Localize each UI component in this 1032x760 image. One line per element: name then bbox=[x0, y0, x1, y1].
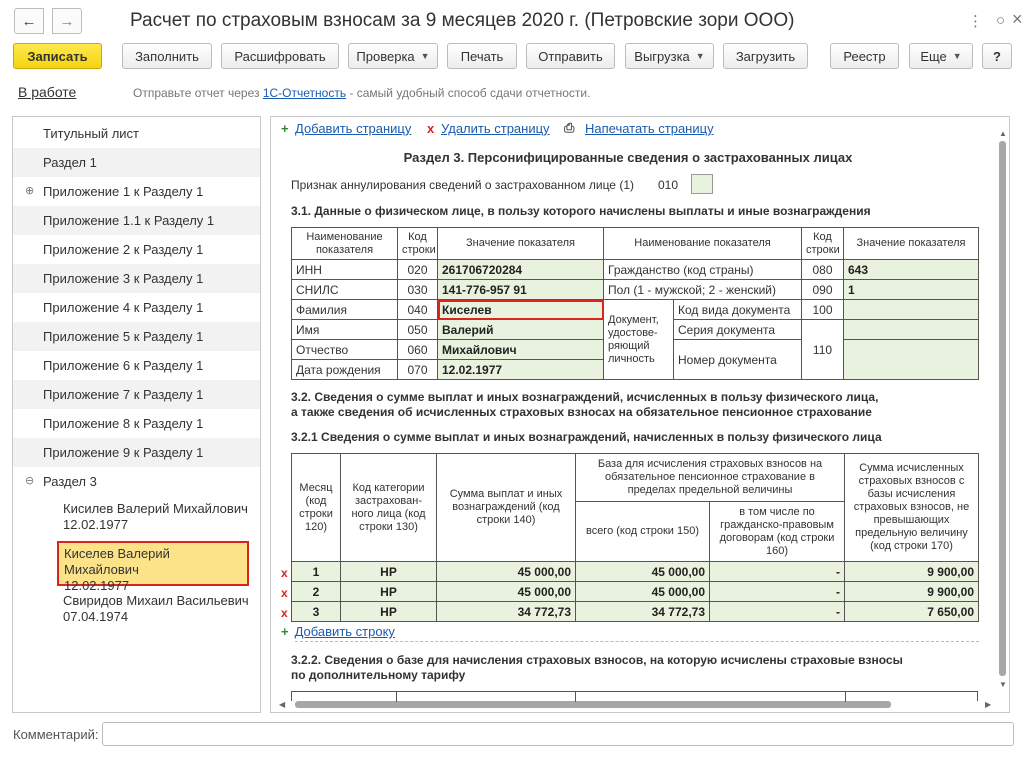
table-row bbox=[292, 602, 979, 622]
snils-field[interactable]: 141-776-957 91 bbox=[438, 280, 604, 300]
field-name: СНИЛС bbox=[292, 280, 398, 300]
scroll-thumb[interactable] bbox=[999, 141, 1006, 676]
heading-3-2 bbox=[291, 390, 878, 420]
col-header: Сумма выплат и иных вознаграждений (код строки 140) bbox=[437, 454, 576, 562]
base-cell[interactable]: 45 000,00 bbox=[576, 582, 710, 602]
check-button[interactable] bbox=[348, 43, 438, 69]
tree-item-label: Раздел 1 bbox=[43, 155, 97, 170]
sum-cell[interactable]: 45 000,00 bbox=[437, 582, 576, 602]
status-link[interactable]: В работе bbox=[18, 84, 77, 100]
col-header: Месяц (код строки 120) bbox=[292, 454, 341, 562]
fill-button[interactable]: Заполнить bbox=[122, 43, 212, 69]
month-cell[interactable]: 3 bbox=[292, 602, 341, 622]
civil-cell[interactable]: - bbox=[710, 562, 845, 582]
title-bar bbox=[0, 0, 1032, 42]
heading-3-2-2 bbox=[291, 653, 903, 683]
send-button[interactable]: Отправить bbox=[526, 43, 615, 69]
section-title: Раздел 3. Персонифицированные сведения о застрахованных лицах bbox=[403, 150, 853, 165]
inn-field[interactable]: 261706720284 bbox=[438, 260, 604, 280]
tree-item-label: Приложение 5 к Разделу 1 bbox=[43, 329, 204, 344]
field-code: 020 bbox=[398, 260, 438, 280]
scroll-left-icon[interactable]: ◀ bbox=[279, 700, 286, 709]
person-date: 12.02.1977 bbox=[63, 517, 129, 532]
civil-cell[interactable]: - bbox=[710, 582, 845, 602]
tree-item-label: Приложение 6 к Разделу 1 bbox=[43, 358, 204, 373]
field-code: 100 bbox=[802, 300, 844, 320]
add-icon: + bbox=[281, 121, 289, 136]
tree-item[interactable] bbox=[13, 235, 260, 264]
tree-item[interactable] bbox=[13, 409, 260, 438]
payments-table bbox=[291, 453, 979, 622]
first-name-field[interactable]: Валерий bbox=[438, 320, 604, 340]
field-name: Пол (1 - мужской; 2 - женский) bbox=[604, 280, 802, 300]
field-code: 080 bbox=[802, 260, 844, 280]
status-line bbox=[18, 84, 591, 100]
close-icon[interactable]: × bbox=[1012, 9, 1023, 29]
more-label: Еще bbox=[920, 48, 947, 64]
category-cell[interactable]: НР bbox=[341, 602, 437, 622]
window-menu-icon[interactable]: ○ bbox=[996, 12, 1006, 29]
tree-item-label: Приложение 9 к Разделу 1 bbox=[43, 445, 204, 460]
report-form bbox=[270, 116, 1010, 713]
comment-input[interactable] bbox=[102, 722, 1014, 746]
person-name: Кисилев Валерий Михайлович bbox=[63, 501, 248, 516]
person-data-table bbox=[291, 227, 979, 380]
category-cell[interactable]: НР bbox=[341, 562, 437, 582]
tree-item-label: Приложение 1.1 к Разделу 1 bbox=[43, 213, 215, 228]
status-message bbox=[133, 86, 590, 100]
section-tree bbox=[12, 116, 261, 713]
expand-icon[interactable]: ⊕ bbox=[25, 185, 35, 197]
heading-3-2-1: 3.2.1 Сведения о сумме выплат и иных вознаграждений, начисленных в пользу физического лица bbox=[291, 430, 882, 444]
tree-item[interactable] bbox=[13, 438, 260, 467]
month-cell[interactable]: 1 bbox=[292, 562, 341, 582]
field-code: 050 bbox=[398, 320, 438, 340]
next-table-edge bbox=[291, 691, 978, 701]
field-name: Серия документа bbox=[674, 320, 802, 340]
doc-number-field[interactable] bbox=[844, 340, 979, 380]
export-button[interactable] bbox=[625, 43, 714, 69]
scroll-thumb[interactable] bbox=[295, 701, 891, 708]
tree-person-item[interactable] bbox=[63, 501, 253, 533]
help-button[interactable]: ? bbox=[982, 43, 1012, 69]
dropdown-caret-icon: ▼ bbox=[420, 51, 430, 61]
table-row bbox=[292, 582, 979, 602]
more-menu-icon[interactable]: ⋮ bbox=[968, 13, 983, 30]
tree-item[interactable] bbox=[13, 206, 260, 235]
add-icon: + bbox=[281, 624, 289, 639]
comment-label: Комментарий: bbox=[13, 727, 99, 742]
doc-group-label: Документ, удостове-ряющий личность bbox=[604, 300, 674, 380]
scroll-right-icon[interactable]: ▶ bbox=[985, 700, 992, 709]
field-name: Дата рождения bbox=[292, 360, 398, 380]
registry-button[interactable]: Реестр bbox=[830, 43, 899, 69]
print-button[interactable]: Печать bbox=[447, 43, 517, 69]
civil-cell[interactable]: - bbox=[710, 602, 845, 622]
col-header: База для исчисления страховых взносов на обязательное пенсионное страхование в пределах предельной величины bbox=[576, 454, 845, 502]
horizontal-scrollbar[interactable] bbox=[279, 700, 995, 709]
tree-item-label: Титульный лист bbox=[43, 126, 140, 141]
vertical-scrollbar[interactable] bbox=[998, 131, 1007, 701]
surname-field[interactable]: Киселев bbox=[438, 300, 604, 320]
col-header: Наименование показателя bbox=[604, 228, 802, 260]
contrib-cell[interactable]: 9 900,00 bbox=[845, 582, 979, 602]
heading-line: а также сведения об исчисленных страховых взносах на обязательное пенсионное страхование bbox=[291, 405, 872, 419]
col-header: Наименование показателя bbox=[292, 228, 398, 260]
patronymic-field[interactable]: Михайлович bbox=[438, 340, 604, 360]
status-msg-before: Отправьте отчет через bbox=[133, 86, 263, 100]
tree-item-label: Раздел 3 bbox=[43, 474, 97, 489]
tree-item-label: Приложение 4 к Разделу 1 bbox=[43, 300, 204, 315]
add-row-link[interactable]: Добавить строку bbox=[294, 624, 395, 639]
person-date: 07.04.1974 bbox=[63, 609, 129, 624]
tree-item[interactable] bbox=[13, 467, 260, 496]
tree-item[interactable] bbox=[13, 177, 260, 206]
tree-item[interactable] bbox=[13, 148, 260, 177]
base-cell[interactable]: 34 772,73 bbox=[576, 602, 710, 622]
col-header: Код строки bbox=[802, 228, 844, 260]
delete-row-icon[interactable]: x bbox=[281, 586, 288, 600]
field-code: 070 bbox=[398, 360, 438, 380]
tree-item[interactable] bbox=[13, 322, 260, 351]
dropdown-caret-icon: ▼ bbox=[695, 51, 705, 61]
field-name: Гражданство (код страны) bbox=[604, 260, 802, 280]
month-cell[interactable]: 2 bbox=[292, 582, 341, 602]
tree-item-label: Приложение 3 к Разделу 1 bbox=[43, 271, 204, 286]
doc-type-field[interactable] bbox=[844, 300, 979, 320]
heading-line: 3.2. Сведения о сумме выплат и иных вознаграждений, исчисленных в пользу физического лица, bbox=[291, 390, 879, 404]
contrib-cell[interactable]: 7 650,00 bbox=[845, 602, 979, 622]
arrow-right-icon: → bbox=[59, 12, 75, 30]
birth-date-field[interactable]: 12.02.1977 bbox=[438, 360, 604, 380]
tree-person-item-selected[interactable] bbox=[57, 541, 249, 593]
status-msg-after: - самый удобный способ сдачи отчетности. bbox=[346, 86, 591, 100]
divider bbox=[396, 692, 397, 702]
person-name: Свиридов Михаил Васильевич bbox=[63, 593, 249, 608]
field-name: Отчество bbox=[292, 340, 398, 360]
tree-item[interactable] bbox=[13, 351, 260, 380]
delete-page-link[interactable]: Удалить страницу bbox=[441, 121, 550, 136]
decode-button[interactable]: Расшифровать bbox=[221, 43, 339, 69]
col-header: всего (код строки 150) bbox=[576, 502, 710, 562]
field-name: Код вида документа bbox=[674, 300, 802, 320]
import-button[interactable]: Загрузить bbox=[723, 43, 808, 69]
tree-item-label: Приложение 1 к Разделу 1 bbox=[43, 184, 204, 199]
field-name: Номер документа bbox=[674, 340, 802, 380]
export-label: Выгрузка bbox=[634, 48, 690, 64]
heading-line: по дополнительному тарифу bbox=[291, 668, 466, 682]
base-cell[interactable]: 45 000,00 bbox=[576, 562, 710, 582]
field-code: 030 bbox=[398, 280, 438, 300]
tree-item-label: Приложение 7 к Разделу 1 bbox=[43, 387, 204, 402]
field-code: 060 bbox=[398, 340, 438, 360]
table-row bbox=[292, 562, 979, 582]
heading-line: 3.2.2. Сведения о базе для начисления страховых взносов, на которую исчислены страховые взносы bbox=[291, 653, 903, 667]
forward-button[interactable] bbox=[52, 8, 82, 34]
doc-series-field[interactable] bbox=[844, 320, 979, 340]
delete-icon: x bbox=[427, 121, 435, 136]
tree-item-label: Приложение 8 к Разделу 1 bbox=[43, 416, 204, 431]
col-header: Код категории застрахован-ного лица (код строки 130) bbox=[341, 454, 437, 562]
sum-cell[interactable]: 45 000,00 bbox=[437, 562, 576, 582]
tree-item[interactable] bbox=[13, 293, 260, 322]
print-page-link[interactable]: Напечатать страницу bbox=[585, 121, 714, 136]
divider bbox=[295, 641, 979, 642]
field-code: 090 bbox=[802, 280, 844, 300]
field-name: Фамилия bbox=[292, 300, 398, 320]
contrib-cell[interactable]: 9 900,00 bbox=[845, 562, 979, 582]
add-row[interactable] bbox=[281, 624, 395, 639]
heading-3-1: 3.1. Данные о физическом лице, в пользу которого начислены выплаты и иные вознаграждения bbox=[291, 204, 871, 218]
col-header: Значение показателя bbox=[844, 228, 979, 260]
printer-icon: ⎙ bbox=[564, 120, 575, 135]
field-name: ИНН bbox=[292, 260, 398, 280]
gender-field[interactable]: 1 bbox=[844, 280, 979, 300]
collapse-icon[interactable]: ⊖ bbox=[25, 475, 35, 487]
arrow-left-icon: ← bbox=[21, 12, 37, 30]
citizenship-field[interactable]: 643 bbox=[844, 260, 979, 280]
save-button[interactable]: Записать bbox=[13, 43, 102, 69]
tree-item[interactable] bbox=[13, 380, 260, 409]
scroll-up-icon[interactable]: ▲ bbox=[999, 129, 1007, 138]
col-header: Код строки bbox=[398, 228, 438, 260]
dropdown-caret-icon: ▼ bbox=[952, 51, 962, 61]
field-name: Имя bbox=[292, 320, 398, 340]
field-code: 110 bbox=[802, 320, 844, 380]
add-page-link[interactable]: Добавить страницу bbox=[295, 121, 412, 136]
person-name: Киселев Валерий Михайлович bbox=[64, 546, 170, 577]
more-button[interactable] bbox=[909, 43, 973, 69]
field-code: 040 bbox=[398, 300, 438, 320]
person-date: 12.02.1977 bbox=[64, 578, 130, 593]
toolbar bbox=[0, 43, 1032, 71]
back-button[interactable] bbox=[14, 8, 44, 34]
tree-person-item[interactable] bbox=[63, 593, 253, 625]
col-header: Значение показателя bbox=[438, 228, 604, 260]
tree-item[interactable] bbox=[13, 119, 260, 148]
annul-label: Признак аннулирования сведений о застрахованном лице (1) bbox=[291, 178, 634, 192]
category-cell[interactable]: НР bbox=[341, 582, 437, 602]
tree-item-label: Приложение 2 к Разделу 1 bbox=[43, 242, 204, 257]
scroll-down-icon[interactable]: ▼ bbox=[999, 680, 1007, 689]
check-label: Проверка bbox=[356, 48, 415, 64]
divider bbox=[845, 692, 846, 702]
sum-cell[interactable]: 34 772,73 bbox=[437, 602, 576, 622]
annul-code: 010 bbox=[658, 178, 679, 192]
tree-item[interactable] bbox=[13, 264, 260, 293]
delete-row-icon[interactable]: x bbox=[281, 606, 288, 620]
divider bbox=[575, 692, 576, 702]
col-header: в том числе по гражданско-правовым договорам (код строки 160) bbox=[710, 502, 845, 562]
annul-field[interactable] bbox=[691, 174, 713, 194]
1c-reporting-link[interactable]: 1С-Отчетность bbox=[262, 86, 347, 100]
window-title: Расчет по страховым взносам за 9 месяцев 2020 г. (Петровские зори ООО) bbox=[130, 10, 795, 31]
col-header: Сумма исчисленных страховых взносов с базы исчисления страховых взносов, не превышающих предельную величину (код строки 170) bbox=[845, 454, 979, 562]
delete-row-icon[interactable]: x bbox=[281, 566, 288, 580]
